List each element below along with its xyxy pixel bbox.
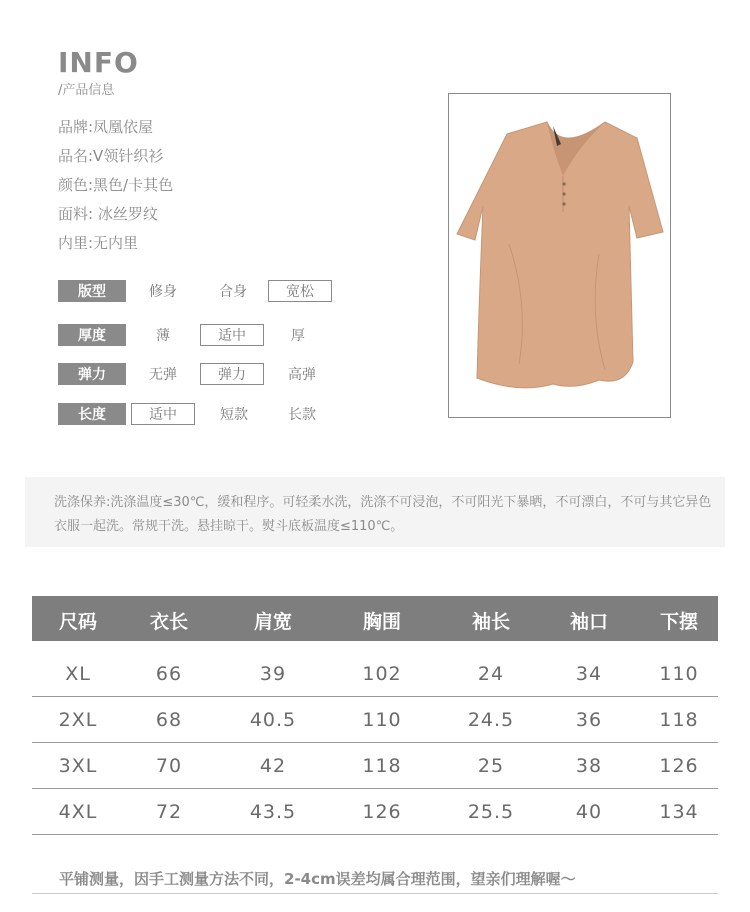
attr-option-selected: 弹力 <box>200 363 264 385</box>
table-row <box>32 697 718 743</box>
attr-row-fit <box>58 280 314 302</box>
tshirt-image <box>449 94 670 417</box>
table-cell: 25.5 <box>467 801 515 823</box>
attr-label: 弹力 <box>58 363 126 385</box>
washing-text: 洗涤保养:洗涤温度≤30℃，缓和程序。可轻柔水洗，洗涤不可浸泡，不可阳光下暴晒，不可漂白，不可与其它异色衣服一起洗。常规干洗。悬挂晾干。熨斗底板温度≤110℃。 <box>54 495 712 534</box>
col-header-hem: 下摆 <box>659 611 699 633</box>
attr-label: 厚度 <box>58 324 126 346</box>
col-header-size: 尺码 <box>58 611 98 633</box>
attr-option: 高弹 <box>288 367 316 383</box>
table-cell: 3XL <box>58 755 98 777</box>
col-header-cuff: 袖口 <box>569 611 609 633</box>
attr-option-selected: 宽松 <box>268 280 332 302</box>
row-divider <box>32 834 718 835</box>
attr-option: 短款 <box>220 407 248 423</box>
table-cell: 38 <box>575 755 603 777</box>
table-row <box>32 743 718 789</box>
attr-label: 版型 <box>58 280 126 302</box>
col-header-sleeve: 袖长 <box>471 611 511 633</box>
attr-option-selected: 适中 <box>131 403 195 425</box>
table-cell: 134 <box>659 801 699 823</box>
table-row <box>32 789 718 835</box>
spec-color: 颜色:黑色/卡其色 <box>58 176 174 194</box>
washing-panel <box>25 477 725 547</box>
spec-product-name: 品名:V领针织衫 <box>58 147 164 165</box>
col-header-shoulder: 肩宽 <box>253 611 293 633</box>
table-cell: 36 <box>575 709 603 731</box>
table-cell: 126 <box>362 801 402 823</box>
table-cell: 24 <box>477 663 505 685</box>
table-cell: 110 <box>659 663 699 685</box>
attr-row-thickness <box>58 324 305 346</box>
spec-lining: 内里:无内里 <box>58 234 139 252</box>
attr-option: 修身 <box>149 284 177 300</box>
table-row <box>32 651 718 697</box>
table-cell: 43.5 <box>249 801 297 823</box>
info-subtitle: /产品信息 <box>58 83 115 98</box>
table-cell: 2XL <box>58 709 98 731</box>
attr-row-elasticity <box>58 363 316 385</box>
table-cell: 4XL <box>58 801 98 823</box>
attr-option: 薄 <box>156 328 170 344</box>
table-cell: 102 <box>362 663 402 685</box>
attr-option: 长款 <box>288 407 316 423</box>
table-cell: 34 <box>575 663 603 685</box>
attr-option: 厚 <box>291 328 305 344</box>
spec-brand: 品牌:凤凰依屋 <box>58 118 154 136</box>
table-cell: 42 <box>259 755 287 777</box>
table-cell: 24.5 <box>467 709 515 731</box>
table-cell: 40.5 <box>249 709 297 731</box>
table-cell: XL <box>65 663 91 685</box>
table-cell: 118 <box>659 709 699 731</box>
size-table-header <box>32 596 718 641</box>
attr-option: 无弹 <box>149 367 177 383</box>
attr-option: 合身 <box>219 284 247 300</box>
table-cell: 118 <box>362 755 402 777</box>
table-cell: 70 <box>155 755 183 777</box>
table-cell: 110 <box>362 709 402 731</box>
col-header-chest: 胸围 <box>362 611 402 633</box>
attr-label: 长度 <box>58 403 126 425</box>
attr-option-selected: 适中 <box>200 324 264 346</box>
info-title: INFO <box>58 46 139 79</box>
product-photo <box>448 93 671 418</box>
table-cell: 39 <box>259 663 287 685</box>
table-cell: 126 <box>659 755 699 777</box>
spec-fabric: 面料: 冰丝罗纹 <box>58 205 158 223</box>
table-cell: 25 <box>477 755 505 777</box>
note-divider <box>32 893 718 894</box>
table-cell: 68 <box>155 709 183 731</box>
measurement-note: 平铺测量，因手工测量方法不同，2-4cm误差均属合理范围，望亲们理解喔～ <box>59 870 576 888</box>
table-cell: 72 <box>155 801 183 823</box>
table-cell: 66 <box>155 663 183 685</box>
table-cell: 40 <box>575 801 603 823</box>
attr-row-length <box>58 403 316 425</box>
col-header-length: 衣长 <box>149 611 189 633</box>
